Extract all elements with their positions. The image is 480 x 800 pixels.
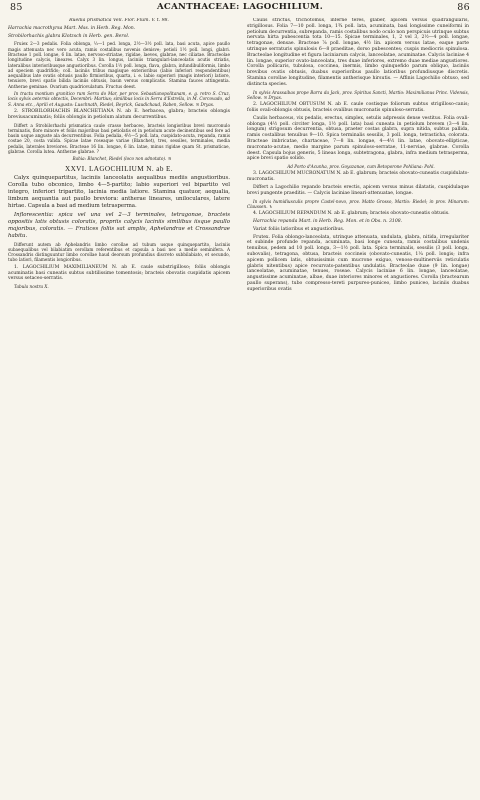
description-paragraph: Frutex. Folia oblongo-lanceolata, utrinque attenuata, undulata, glabra, nitida, irregulariter et subinde profunde repanda, acuminata, basi longe cuneata, ramis costalibus undenis tenuibus, pedem ad 10 poll. longa, 3—1½ poll. lata. Spica terminalis, sessilis (3 poll. longa, subovalis), tetragona, obtusa, bracteis coccineis (obovato-cuneatis, 1¼ poll. longis; infra apicem pollicem latis, obtusissimis cum mucrone exiguo, venoso-multinerviis reticulatis glabris nitentibus) apice recurvato-patentibus undulatis. Bracteolae duae (9 lin. longae) lanceolatae, acuminatae, tenues, roseae. Calycis laciniae 6 lin. longae, lanceolatae, angustissime acuminatae, albae, duae interiores minores et angustiores. Corolla (bractearum paullo superans), tubo compresso-tereti purpureo-puniceo, limbo puniceo, laciniis duabus superioribus ovatis [247, 234, 469, 292]
synonym: Harrachia macrothyrsa Mart. Mss. in Herb. Reg. Mon. [8, 25, 136, 31]
locality-paragraph: In sylvis Arassaibas prope Barra da Jack, prov. Spiritus Sancti, Martio: Maximilianus Princ. Vidensis, Sellow. ♃ Dryas. [247, 89, 469, 100]
species-heading: 1. LAGOCHILIUM MAXIMILIANEUM N. ab E. caule substrigilloso; foliis oblongis acuminatis basi cuneatis subtus subtilissime tomentosis; bracteis obovatis cuspidatis apicem versus setaceo-serratis. [8, 264, 230, 282]
locality-paragraph: In tractu montium granitico rum Serra do Mar, per prov. Sebastianopolitanam, e. g. retro S. Cruz, locis sylvis aeternis obtectis, Decembri: Martius; similibus locis in Serra d'Estrella, in M. Corcovado, ad S. Anna etc., Aprili et Augusto: Luschnath, Riedel, Beyrick, Gaudichaud, Raben, Sellow. ♃ Dryas. [8, 91, 230, 107]
species-heading: 4. LAGOCHILIUM REPANDUM N. ab E. glabrum; bracteis obovato-cuneatis obtusis. [253, 211, 450, 217]
description-paragraph: Differt a Lagochilio repando bracteis erectis, apicem versus minus dilatatis, cuspidulaque brevi pungente praeditis. — Calycis laciniae lineari-attenuatae, longae. [247, 185, 469, 196]
description-paragraph: Differt a Strobilorhachi prismatica caule crasso herbaceo, bracteis longioribus brevi mucronulo terminatis, flore minore et foliis majoribus basi petiolatis et in petiolum acute decinentibus sed fere ad basin usque anguste ala decurrentibus. Folia pedalia, 4½—5 poll. lata, cuspidato-acuta, repanda, ramis costae 20, costa valida. Spicae latae roseaque variae (Blanchet), tres, sessiles, terminales, media pedalis, laterales breviores. Bracteae 16 lin. longae, 6 lin. latae, minus rigidae quam St. prismaticae, glabrae. Corolla lutea. Antherae glabrae. ? [8, 122, 230, 155]
left-column [8, 18, 230, 796]
synonym: Harrachia repanda Mart. in Herb. Reg. Mon. et in Obs. n. 3108. [253, 219, 403, 224]
inflorescence-note: Inflorescentia: spica vel una vel 2—3 terminales, tetragonae, bracteis oppositis latis obtusis coloratis, propriis calycis laciniis similibus iisque paullo majoribus, coloratis. — Frutices foliis sat amplis, Aphelandrae et Crossandrae habitu. [8, 211, 230, 239]
page-number-left: 85 [10, 2, 23, 13]
description-paragraph: Caulis herbaceus, vix pedalis, erectus, simplex, setulis adpressis dense vestitus. Folia ovali-oblonga (4½ poll. circiter longa, 1½ poll. lata) basi cuneata in petiolum brevem (3—4 lin. longum) strigosum decurrentia, obtusa, praeter costas glabra, supra nitida, subtus pallida, ramis costalibus tenuibus 9—10. Spica terminalis sessilis, 3 poll. longa, tetrasticha, colorata. Bracteae imbricatae, chartaceae, 7—8 lin. longae, 4—4½ lin. latae, obovato-ellipticae, mucronato-acutae, medio margine parum spinuloso-serratae, 11-nerviae, glabrae. Corolla deest. Capsula bojus generis, 5 lineas longa, subtetragona, glabra, infra medium tetrasperma, apice brevi spatio solido. [247, 115, 469, 162]
synonym: Strobilorhachis glabra Klotzsch in Herb. gen. Berol. [8, 33, 130, 39]
differential-note: Differunt autem ab Aphelandris limbo corollae ad tubum usque quinquepartito, laciniis subaequalibus vel bilabiatim cerollam referentibus et capsula a basi nec a medio seminifera. A Crossandris distinguuntur limbo corollae haud deorsum profundius discreto subbilabiato, et secundo, tubo latiori, filamentis longioribus. [8, 241, 230, 263]
description-paragraph: Caulis strictus, trichotomus, inferne teres, glaber, apicem versus quadrangularis, strigillosus. Folia 7—10 poll. longa, 1¾ poll. lata, acuminata, basi longissime cuneiformi in petiolum decurrentia, subrepanda, ramis costalibus nodo oculo non perspicuis utrinque subtus nervata hirta pubescentia tota 10—15. Spicae terminales, 1, 2 vel 3, 2½—4 poll. longae, tetragonae, densae. Bracteae ⅞ poll. longae, 4½ lin. apicem versus latae, eaque parte utrinque serraturis spinulosis 6—8 praeditae, dorso pubescentes; cuspis mediocris spinulosa. Bracteolae longitudine et figura laciniarum calycis, lanceolatae, acuminatae. Calycis laciniae 4 lin. longae, superior ovato-lanceolata, tres duae inferiores, extremo duae mediae angustiores. Corolla pollicaris, tubulosa, coccinea, inermis, limbo quinquefido parum obliquo, laciniis brevibus ovatis obtusis, duabus superioribus paullo latioribus profundiusque discretis. Stamina corollae longitudine, filamentis antherisque hirsutis. — Affinis Lagochilio obtuso, sed distincta species. [247, 18, 469, 87]
species-heading: 2. LAGOCHILIUM OBTUSUM N. ab E. caule costisque foliorum subtus strigilloso-canis; foliis ovali-oblongis obtusis, bracteis ovalibus mucronatis spinuloso-serratis. [247, 102, 469, 113]
species-name: Ruellia prismatica Vell. Flor. Flum. V. t. 98. [69, 18, 169, 23]
genus-description: Calyx quinquepartitus, laciniis lanceolatis aequalibus mediis angustioribus. Corolla tubo obconico, limbo 4—5-partito; labio superiori vel bipartito vel integro, inferiori tripartito, lacinia media latiore. Stamina quatuor, aequalia, limbum aequantia aut paullo breviora: antherae lineares, uniloculares, latere hirtae. Capsula a basi ad medium tetrasperma. [8, 175, 230, 210]
locality-paragraph: Bahia: Blanchet, Riedel (loco non adnotato). ♃ [72, 156, 172, 162]
running-title: ACANTHACEAE: LAGOCHILIUM. [156, 2, 324, 12]
plate-reference: Tabula nostra X. [14, 284, 49, 290]
description-paragraph: Fruiex 2—3 pedalis. Folia oblonga, ⅓—1 ped. longa, 2½—3½ poll. lata, basi acuta, apice paullo magis attenuata nec vero acuta, ramis costalibus novenis denisve; petioli 1½ poll. longi, glabri. Bracteae 1 poll. longae, 6 lin. latae, nervoso-striatae, rigidae, laeves, glabrae, nec ciliatae. Bracteolae longitudine calycis, lineares. Calyx 3 lin. longus, laciniis triangulari-lanceolatis acutis striatis, lateralibus interioribusque angustioribus. Corolla 1½ poll. longa, flava, glabra, infundibuliformis, limbo ad speciem quadrifido; coll. laciniis tribus magisque exterioribus (labio inferiori respondentibus) aequalibus late ovatis obtusis paullo firmioribus, quarta, i. e. labio superiori (magis interiori) latiore, tenuiore, brevi spatio bilida laciniis obtusis, basin versus complicatis. Stamina fauces attingentia. Antherae geminae. Ovarium quadriovulatum. Fructus deest. [8, 41, 230, 89]
species-heading: 3. LAGOCHILIUM MUCRONATUM N. ab E. glabrum; bracteis obovato-cuneatis cuspidulato-mucronatis. [247, 171, 469, 183]
species-heading: 2. STROBILORHACHIS BLANCHETIANA N. ab E. herbacea, glabra; bracteis oblongis breviusacuminatis; foliis oblongis in petiolum alatum decurrentibus. [8, 108, 230, 120]
variation-note: Variat foliis latioribus et angustioribus. [253, 226, 345, 232]
page-number-right: 86 [457, 2, 470, 13]
genus-title: XXVI. LAGOCHILIUM N. ab E. [64, 164, 173, 173]
right-column [247, 18, 469, 796]
locality-paragraph: In sylvis humidiusculis propre Castel-novo, prov. Matto Grosso, Martio: Riedel; in prov. Minarum: Claussen. ♄ [247, 198, 469, 209]
locality-paragraph: Ad Porto d'Acunha, prov. Goyazanae, cum Betoporone Pohliana: Pohl. [287, 164, 435, 170]
